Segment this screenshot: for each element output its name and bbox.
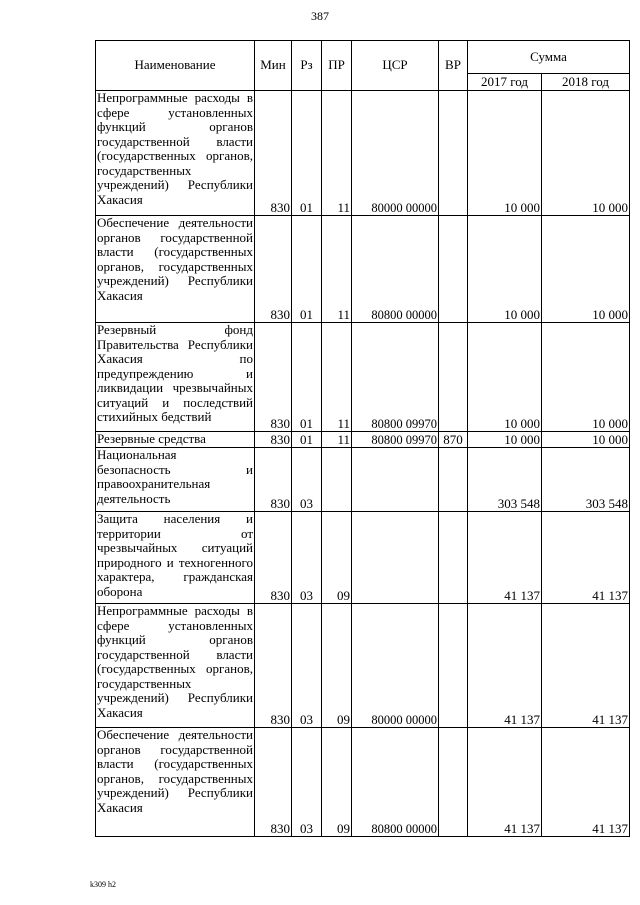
row-sum-2018: 10 000 [542, 432, 630, 448]
row-csr: 80800 09970 [352, 323, 439, 432]
table-row [96, 91, 630, 216]
row-min: 830 [255, 432, 292, 448]
row-min: 830 [255, 91, 292, 216]
row-csr: 80800 00000 [352, 216, 439, 323]
row-pr: 11 [322, 432, 352, 448]
row-sum-2018: 10 000 [542, 91, 630, 216]
row-vr [439, 91, 468, 216]
row-sum-2017: 10 000 [468, 432, 542, 448]
row-sum-2017: 41 137 [468, 728, 542, 837]
table-row [96, 512, 630, 604]
table-row [96, 604, 630, 728]
row-csr: 80000 00000 [352, 604, 439, 728]
table-row [96, 448, 630, 512]
header-pr: ПР [322, 41, 352, 91]
row-rz: 01 [292, 216, 322, 323]
row-name: Обеспечение деятельности органов государственной власти (государственных органов, государственных учреждений) Республики Хакасия [96, 216, 255, 323]
row-sum-2018: 41 137 [542, 512, 630, 604]
row-name: Непрограммные расходы в сфере установленных функций органов государственной власти (государственных органов, государственных учреждений) Республики Хакасия [96, 604, 255, 728]
row-rz: 03 [292, 604, 322, 728]
row-csr: 80000 00000 [352, 91, 439, 216]
row-csr [352, 448, 439, 512]
row-name: Защита населения и территории от чрезвычайных ситуаций природного и техногенного характера, гражданская оборона [96, 512, 255, 604]
row-min: 830 [255, 512, 292, 604]
row-min: 830 [255, 216, 292, 323]
row-vr [439, 216, 468, 323]
row-vr [439, 512, 468, 604]
header-rz: Рз [292, 41, 322, 91]
row-vr [439, 604, 468, 728]
header-year-2018: 2018 год [542, 74, 630, 91]
row-sum-2017: 10 000 [468, 323, 542, 432]
header-sum: Сумма [468, 41, 630, 74]
table-row [96, 216, 630, 323]
row-pr: 09 [322, 604, 352, 728]
row-sum-2018: 303 548 [542, 448, 630, 512]
row-rz: 03 [292, 728, 322, 837]
row-sum-2018: 41 137 [542, 728, 630, 837]
row-rz: 01 [292, 323, 322, 432]
row-sum-2017: 41 137 [468, 512, 542, 604]
row-rz: 03 [292, 512, 322, 604]
header-year-2017: 2017 год [468, 74, 542, 91]
table-row [96, 432, 630, 448]
row-csr: 80800 09970 [352, 432, 439, 448]
table-row [96, 728, 630, 837]
header-csr: ЦСР [352, 41, 439, 91]
row-min: 830 [255, 323, 292, 432]
page-number: 387 [311, 9, 329, 23]
row-sum-2018: 10 000 [542, 323, 630, 432]
row-sum-2018: 10 000 [542, 216, 630, 323]
row-min: 830 [255, 448, 292, 512]
footer-code: k309 h2 [90, 880, 116, 889]
row-pr: 11 [322, 216, 352, 323]
table-row [96, 323, 630, 432]
row-csr [352, 512, 439, 604]
row-rz: 03 [292, 448, 322, 512]
row-vr [439, 448, 468, 512]
row-rz: 01 [292, 91, 322, 216]
header-vr: ВР [439, 41, 468, 91]
row-sum-2018: 41 137 [542, 604, 630, 728]
row-pr: 09 [322, 512, 352, 604]
row-name: Резервный фонд Правительства Республики Хакасия по предупреждению и ликвидации чрезвычайных ситуаций и последствий стихийных бедствий [96, 323, 255, 432]
row-csr: 80800 00000 [352, 728, 439, 837]
row-name: Резервные средства [96, 432, 255, 448]
row-name: Национальная безопасность и правоохранительная деятельность [96, 448, 255, 512]
row-sum-2017: 10 000 [468, 216, 542, 323]
row-min: 830 [255, 604, 292, 728]
header-min: Мин [255, 41, 292, 91]
row-sum-2017: 10 000 [468, 91, 542, 216]
budget-table [95, 40, 630, 837]
row-sum-2017: 41 137 [468, 604, 542, 728]
row-sum-2017: 303 548 [468, 448, 542, 512]
row-name: Обеспечение деятельности органов государственной власти (государственных органов, государственных учреждений) Республики Хакасия [96, 728, 255, 837]
row-pr [322, 448, 352, 512]
row-vr: 870 [439, 432, 468, 448]
row-pr: 11 [322, 323, 352, 432]
row-min: 830 [255, 728, 292, 837]
row-vr [439, 323, 468, 432]
row-pr: 09 [322, 728, 352, 837]
row-rz: 01 [292, 432, 322, 448]
row-name: Непрограммные расходы в сфере установленных функций органов государственной власти (государственных органов, государственных учреждений) Республики Хакасия [96, 91, 255, 216]
header-name: Наименование [96, 41, 255, 91]
row-vr [439, 728, 468, 837]
row-pr: 11 [322, 91, 352, 216]
